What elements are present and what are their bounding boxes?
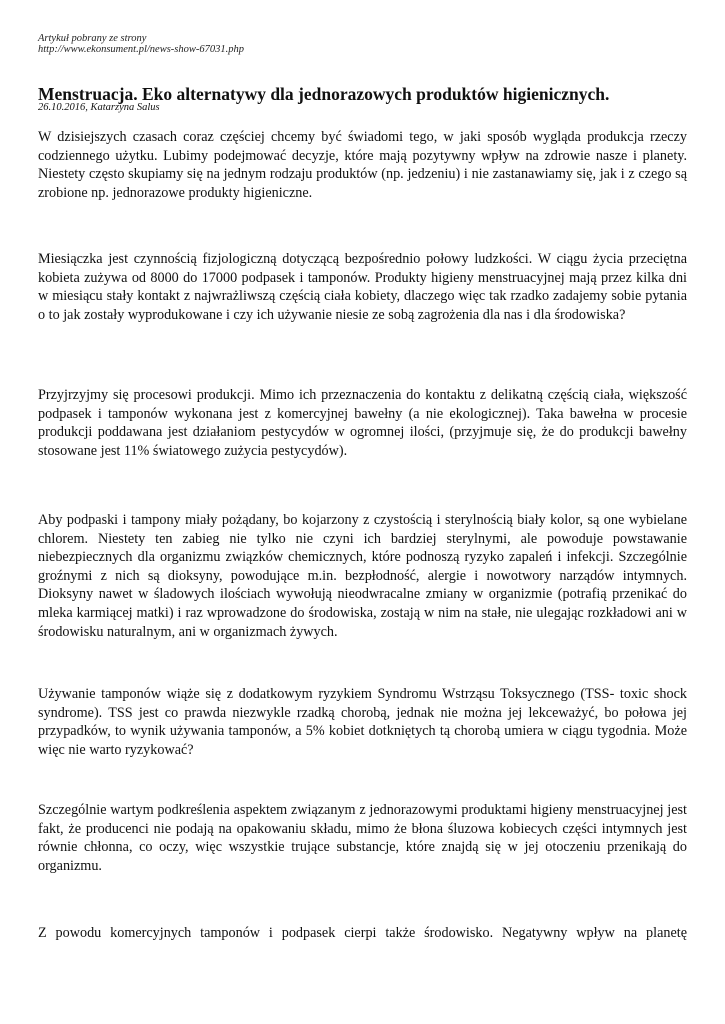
article-byline: 26.10.2016, Katarzyna Salus bbox=[38, 102, 160, 113]
paragraph: W dzisiejszych czasach coraz częściej chcemy być świadomi tego, w jaki sposób wygląda produkcja rzeczy codziennego użytku. Lubimy podejmować decyzje, które mają pozytywny wpływ na zdrowie nasze i planety. Niestety często skupiamy się na jednym rodzaju produktów (np. jedzeniu) i nie zastanawiamy się, jak i z czego są zrobione np. jednorazowe produkty higieniczne. bbox=[38, 129, 687, 201]
source-note bbox=[38, 33, 244, 55]
paragraph: Z powodu komercyjnych tamponów i podpasek cierpi także środowisko. Negatywny wpływ na planetę bbox=[38, 925, 687, 941]
paragraph: Przyjrzyjmy się procesowi produkcji. Mimo ich przeznaczenia do kontaktu z delikatną częścią ciała, większość podpasek i tamponów wykonana jest z komercyjnej bawełny (a nie ekologicznej). Taka bawełna w procesie produkcji poddawana jest działaniom pestycydów w ogromnej ilości, (przyjmuje się, że do produkcji bawełny stosowane jest 11% światowego zużycia pestycydów). bbox=[38, 387, 687, 459]
paragraph: Używanie tamponów wiąże się z dodatkowym ryzykiem Syndromu Wstrząsu Toksycznego (TSS- toxic shock syndrome). TSS jest co prawda niezwykle rzadką chorobą, jednak nie można jej lekceważyć, bo połowa jej przypadków, to wynik używania tamponów, a 5% kobiet dotkniętych tą chorobą umiera w ciągu tygodnia. Może więc nie warto ryzykować? bbox=[38, 686, 687, 758]
source-label: Artykuł pobrany ze strony bbox=[38, 33, 147, 44]
paragraph: Miesiączka jest czynnością fizjologiczną dotyczącą bezpośrednio połowy ludzkości. W ciągu życia przeciętna kobieta zużywa od 8000 do 17000 podpasek i tamponów. Produkty higieny menstruacyjnej mają przez kilka dni w miesiącu stały kontakt z najwrażliwszą częścią ciała kobiety, dlaczego więc tak rzadko zadajemy sobie pytania o to jak zostały wyprodukowane i czy ich używanie niesie ze sobą zagrożenia dla nas i dla środowiska? bbox=[38, 251, 687, 323]
article-title: Menstruacja. Eko alternatywy dla jednorazowych produktów higienicznych. bbox=[38, 84, 610, 104]
source-url: http://www.ekonsument.pl/news-show-67031.php bbox=[38, 44, 245, 55]
paragraph: Szczególnie wartym podkreślenia aspektem związanym z jednorazowymi produktami higieny menstruacyjnej jest fakt, że producenci nie podają na opakowaniu składu, mimo że błona śluzowa kobiecych części intymnych jest równie chłonna, co oczy, więc wszystkie trujące substancje, które znajdą się w jej otoczeniu przenikają do organizmu. bbox=[38, 802, 687, 874]
paragraph: Aby podpaski i tampony miały pożądany, bo kojarzony z czystością i sterylnością biały kolor, są one wybielane chlorem. Niestety ten zabieg nie tylko nie czyni ich bardziej sterylnymi, ale powoduje powstawanie niebezpiecznych dla organizmu związków chemicznych, które podnoszą ryzyko zapaleń i infekcji. Szczególnie groźnymi z nich są dioksyny, powodujące m.in. bezpłodność, alergie i nowotwory narządów intymnych. Dioksyny nawet w śladowych ilościach wywołują nieodwracalne zmiany w organizmie (potrafią przenikać do mleka karmiącej matki) i raz wprowadzone do środowiska, zostają w nim na stałe, nie ulegając rozkładowi ani w środowisku naturalnym, ani w organizmach żywych. bbox=[38, 512, 687, 640]
